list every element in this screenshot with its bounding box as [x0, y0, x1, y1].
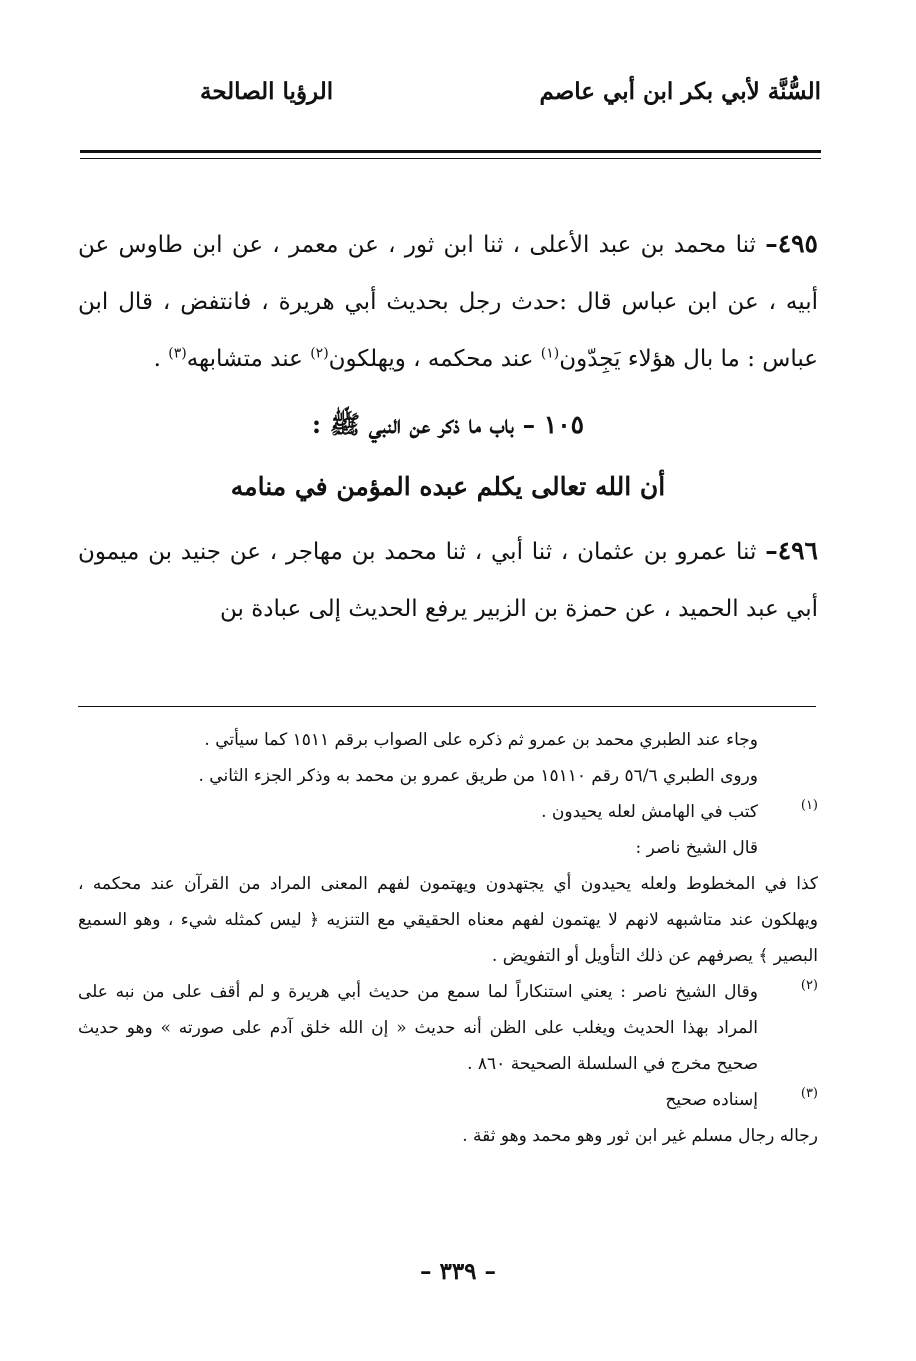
header-rule-thin — [80, 158, 821, 159]
hadith-text: ثنا محمد بن عبد الأعلى ، ثنا ابن ثور ، عن معمر ، عن ابن طاوس عن أبيه ، عن ابن عباس قال :حدث رجل بحديث أبي هريرة ، فانتفض ، قال ابن عباس : ما بال هؤلاء يَجِدّون — [78, 232, 818, 372]
footnote-line: كتب في الهامش لعله يحيدون . — [541, 802, 758, 822]
footnote-line: وروى الطبري ٥٦/٦ رقم ١٥١١٠ من طريق عمرو بن محمد به وذكر الجزء الثاني . — [198, 766, 758, 786]
hadith-text: ثنا عمرو بن عثمان ، ثنا أبي ، ثنا محمد بن مهاجر ، عن جنيد بن ميمون أبي عبد الحميد ، عن حمزة بن الزبير يرفع الحديث إلى عبادة بن — [78, 539, 818, 622]
footnote-line: إسناده صحيح — [665, 1090, 758, 1110]
footnote-separator — [78, 706, 816, 707]
page-number: – ٣٣٩ – — [419, 1258, 497, 1285]
footnote-line: رجاله رجال مسلم غير ابن ثور وهو محمد وهو ثقة . — [462, 1126, 818, 1146]
header-rule-thick — [80, 150, 821, 153]
footnote-3 — [78, 1082, 818, 1154]
running-header — [80, 78, 821, 118]
chapter-heading-line-1: ١٠٥ – باب ما ذكر عن النبي ﷺ : — [311, 410, 585, 439]
chapter-heading-line-2: أن الله تعالى يكلم عبده المؤمن في منامه — [230, 472, 666, 501]
footnote-marker: (٣) — [800, 1086, 818, 1101]
footnote-ref-2[interactable]: (٢) — [310, 345, 329, 362]
footnote-ref-1[interactable]: (١) — [540, 345, 560, 362]
footnote-2 — [78, 974, 818, 1082]
chapter-heading — [78, 394, 818, 518]
hadith-text-end: . — [153, 346, 161, 372]
main-text — [78, 215, 818, 638]
footnote-line: وجاء عند الطبري محمد بن عمرو ثم ذكره على الصواب برقم ١٥١١ كما سيأتي . — [204, 730, 758, 750]
hadith-text: عند متشابهه — [186, 346, 303, 372]
hadith-number: ٤٩٦– — [765, 536, 818, 565]
hadith-496 — [78, 522, 818, 638]
hadith-number: ٤٩٥– — [765, 229, 818, 258]
hadith-495 — [78, 215, 818, 388]
footnote-marker: (٢) — [800, 978, 818, 993]
footnotes — [78, 722, 818, 1154]
book-title: السُّنَّة لأبي بكر ابن أبي عاصم — [539, 78, 821, 105]
hadith-text: عند محكمه ، ويهلكون — [328, 346, 534, 372]
footnote-marker: (١) — [800, 798, 818, 813]
footnote-1 — [78, 794, 818, 974]
footnote-paragraph: وقال الشيخ ناصر : يعني استنكاراً لما سمع من حديث أبي هريرة و لم أقف على من نبه على المراد بهذا الحديث ويغلب على الظن أنه حديث « إن الله خلق آدم على صورته » وهو حديث صحيح مخرج في السلسلة الصحيحة ٨٦٠ . — [78, 982, 758, 1074]
footnote-paragraph: كذا في المخطوط ولعله يحيدون أي يجتهدون ويهتمون لفهم المعنى المراد من القرآن عند محكمه ، ويهلكون عند متاشبهه لانهم لا يهتمون لفهم معناه الحقيقي مع التنزيه ﴿ ليس كمثله شيء ، وهو السميع البصير ﴾ يصرفهم عن ذلك التأويل أو التفويض . — [78, 874, 818, 966]
footnote-ref-3[interactable]: (٣) — [168, 345, 187, 362]
footnote-continuation — [78, 722, 818, 794]
footnote-line: قال الشيخ ناصر : — [635, 838, 758, 858]
chapter-title: الرؤيا الصالحة — [200, 78, 334, 105]
